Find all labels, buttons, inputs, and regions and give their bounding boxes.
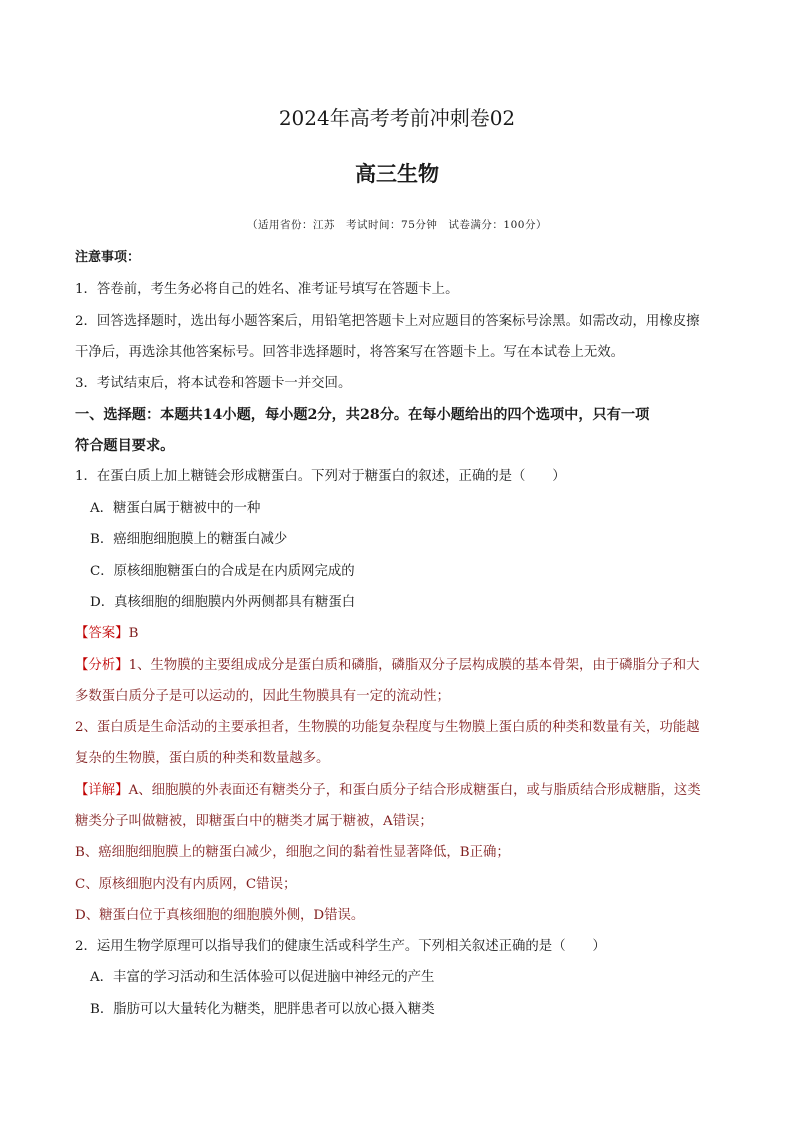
- notice-item: 1．答卷前，考生务必将自己的姓名、准考证号填写在答题卡上。: [75, 282, 459, 297]
- question-1-option-c: C．原核细胞糖蛋白的合成是在内质网完成的: [90, 564, 355, 579]
- analysis-text: 复杂的生物膜，蛋白质的种类和数量越多。: [75, 751, 330, 766]
- answer-value: B: [128, 626, 139, 641]
- detail-text: 糖类分子叫做糖被，即糖蛋白中的糖类才属于糖被，A错误；: [75, 814, 433, 829]
- analysis-text: 2、蛋白质是生命活动的主要承担者，生物膜的功能复杂程度与生物膜上蛋白质的种类和数量有关，功能越: [75, 720, 700, 735]
- notice-item: 3．考试结束后，将本试卷和答题卡一并交回。: [75, 376, 352, 391]
- exam-title: 2024年高考考前冲刺卷02: [278, 106, 516, 130]
- question-2-option-a: A．丰富的学习活动和生活体验可以促进脑中神经元的产生: [90, 970, 435, 985]
- answer-tag: 【答案】: [75, 626, 129, 641]
- exam-meta: （适用省份：江苏 考试时间：75分钟 试卷满分：100分）: [247, 219, 547, 231]
- question-1-option-d: D．真核细胞的细胞膜内外两侧都具有糖蛋白: [90, 595, 356, 610]
- analysis-text: 多数蛋白质分子是可以运动的，因此生物膜具有一定的流动性；: [75, 689, 450, 704]
- analysis-line: [75, 656, 700, 676]
- detail-text: B、癌细胞细胞膜上的糖蛋白减少，细胞之间的黏着性显著降低，B正确；: [75, 845, 510, 860]
- question-2-stem: 2．运用生物学原理可以指导我们的健康生活或科学生产。下列相关叙述正确的是（ ）: [75, 939, 606, 954]
- detail-text: A、细胞膜的外表面还有糖类分子，和蛋白质分子结合形成糖蛋白，或与脂质结合形成糖脂，这类: [128, 783, 701, 798]
- answer-line: [75, 624, 138, 644]
- question-1-stem: 1．在蛋白质上加上糖链会形成糖蛋白。下列对于糖蛋白的叙述，正确的是（ ）: [75, 469, 566, 484]
- notice-item: 干净后，再选涂其他答案标号。回答非选择题时，将答案写在答题卡上。写在本试卷上无效。: [75, 345, 625, 360]
- notice-heading: 注意事项：: [75, 250, 141, 265]
- notice-item: 2．回答选择题时，选出每小题答案后，用铅笔把答题卡上对应题目的答案标号涂黑。如需改动，用橡皮擦: [75, 314, 700, 329]
- section-heading: 一、选择题：本题共14小题，每小题2分，共28分。在每小题给出的四个选项中，只有一项: [75, 407, 650, 423]
- detail-text: D、糖蛋白位于真核细胞的细胞膜外侧，D错误。: [75, 908, 365, 923]
- question-1-option-b: B．癌细胞细胞膜上的糖蛋白减少: [90, 532, 288, 547]
- analysis-text: 1、生物膜的主要组成成分是蛋白质和磷脂，磷脂双分子层构成膜的基本骨架，由于磷脂分子和大: [128, 658, 700, 673]
- detail-tag: 【详解】: [75, 783, 129, 798]
- question-1-option-a: A．糖蛋白属于糖被中的一种: [90, 501, 261, 516]
- question-2-option-b: B．脂肪可以大量转化为糖类，肥胖患者可以放心摄入糖类: [90, 1002, 435, 1017]
- exam-subject: 高三生物: [355, 161, 439, 186]
- detail-text: C、原核细胞内没有内质网，C错误；: [75, 877, 297, 892]
- detail-line: [75, 781, 701, 801]
- section-heading-cont: 符合题目要求。: [75, 438, 175, 454]
- analysis-tag: 【分析】: [75, 658, 129, 673]
